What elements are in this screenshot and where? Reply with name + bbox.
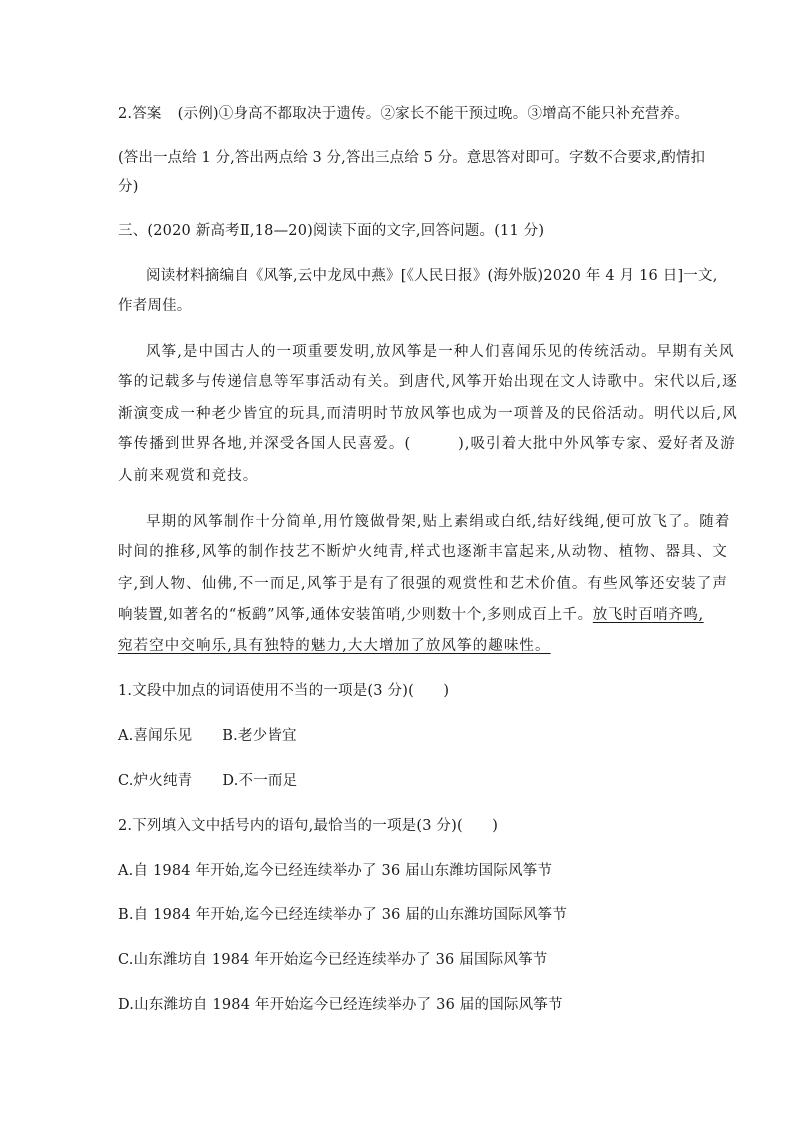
q2-option-b: B.自 1984 年开始,迄今已经连续举办了 36 届的山东潍坊国际风筝节 [118,907,568,923]
q2-option-c: C.山东潍坊自 1984 年开始迄今已经连续举办了 36 届国际风筝节 [118,952,548,968]
question-1-options-row-1 [118,726,297,746]
para1-line-1: 风筝,是中国古人的一项重要发明,放风筝是一种人们喜闻乐见的传统活动。早期有关风 [146,344,735,360]
answer-2-line [118,104,689,124]
para2-line-4-text: 响装置,如著名的“板鹞”风筝,通体安装笛哨,少则数十个,多则成百上千。 [118,607,593,623]
q1-option-d: D.不一而足 [222,773,298,789]
source-line-1: 阅读材料摘编自《风筝,云中龙凤中燕》[《人民日报》(海外版)2020 年 4 月 16 日]一文, [146,268,718,284]
answer-label: 2.答案 [118,106,162,122]
section-3-heading: 三、(2020 新高考Ⅱ,18—20)阅读下面的文字,回答问题。(11 分) [118,223,545,239]
para1-line-3: 渐演变成一种老少皆宜的玩具,而清明时节放风筝也成为一项普及的民俗活动。明代以后,风 [118,406,738,422]
para2-line-2: 时间的推移,风筝的制作技艺不断炉火纯青,样式也逐渐丰富起来,从动物、植物、器具、文 [118,544,728,560]
para2-line-1: 早期的风筝制作十分简单,用竹篾做骨架,贴上素绢或白纸,结好线绳,便可放飞了。随着 [146,514,731,530]
source-line-2: 作者周佳。 [118,298,192,314]
q1-option-a: A.喜闻乐见 [118,728,193,744]
q2-option-a: A.自 1984 年开始,迄今已经连续举办了 36 届山东潍坊国际风筝节 [118,863,553,879]
question-1-stem: 1.文段中加点的词语使用不当的一项是(3 分)( ) [118,683,450,699]
para2-underlined-line: 宛若空中交响乐,具有独特的魅力,大大增加了放风筝的趣味性。 [118,638,551,654]
scoring-note-line-1: (答出一点给 1 分,答出两点给 3 分,答出三点给 5 分。意思答对即可。字数不合要求,酌情扣 [118,150,706,166]
q2-option-d: D.山东潍坊自 1984 年开始迄今已经连续举办了 36 届的国际风筝节 [118,997,563,1013]
para1-line-4: 筝传播到世界各地,并深受各国人民喜爱。( ),吸引着大批中外风筝专家、爱好者及游 [118,436,736,452]
scoring-note-line-2: 分) [118,179,139,195]
para2-line-3: 字,到人物、仙佛,不一而足,风筝于是有了很强的观赏性和艺术价值。有些风筝还安装了声 [118,576,728,592]
question-2-stem: 2.下列填入文中括号内的语句,最恰当的一项是(3 分)( ) [118,818,499,834]
para1-line-2: 筝的记载多与传递信息等军事活动有关。到唐代,风筝开始出现在文人诗歌中。宋代以后,逐 [118,374,738,390]
para2-line-4 [118,605,704,625]
q1-option-b: B.老少皆宜 [222,728,297,744]
para1-line-5: 人前来观赏和竞技。 [118,468,259,484]
answer-text: (示例)①身高不都取决于遗传。②家长不能干预过晚。③增高不能只补充营养。 [177,106,690,122]
q1-option-c: C.炉火纯青 [118,773,193,789]
question-1-options-row-2 [118,771,297,791]
para2-underlined-tail: 放飞时百哨齐鸣, [592,607,704,623]
